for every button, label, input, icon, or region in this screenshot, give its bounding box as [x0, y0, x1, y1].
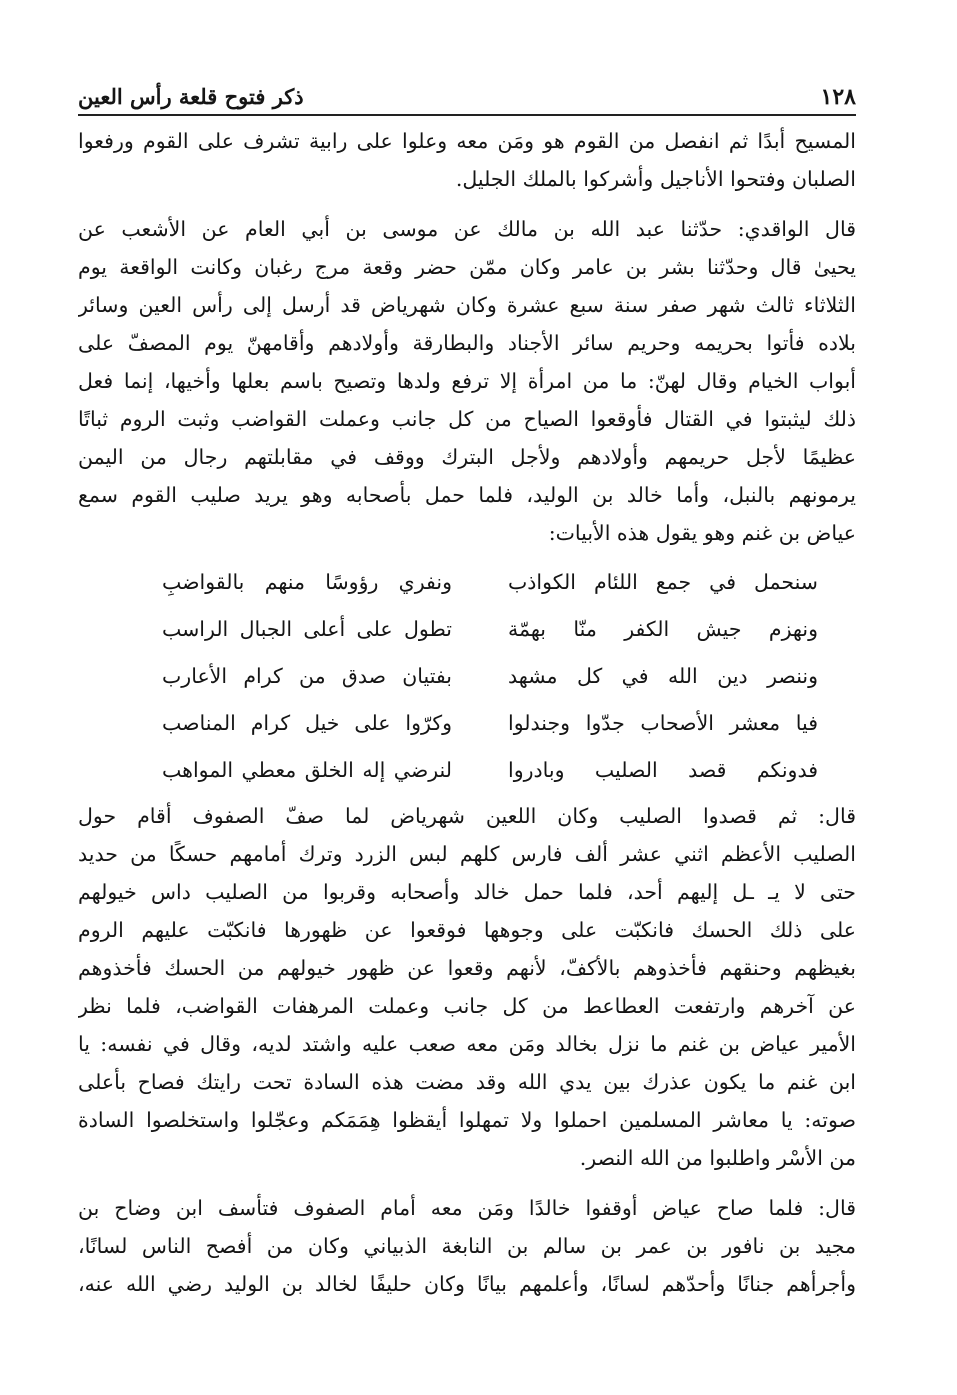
- text-line: قال: فلما صاح عياض أوقفوا خالدًا ومَن معه أمام الصفوف فتأسف ابن وضاح بن: [78, 1196, 856, 1220]
- text-line: أبواب الخيام وقال لهنّ: ما من امرأة إلا ترفع ولدها وتصيح باسم بعلها وأخيها، إنما فعل: [78, 369, 856, 393]
- paragraph-gap: [78, 1177, 856, 1189]
- verse-second-hemistich: ونفري رؤوسًا منهم بالقواضبِ: [162, 569, 452, 594]
- text-line: بغيظهم وحنقهم فأخذوهم بالأكفّ، لأنهم وقعوا عن ظهور خيولهم من الحسك فأخذوهم: [78, 956, 856, 980]
- verse-first-hemistich: وننصر دين الله في كل مشهد: [508, 663, 818, 688]
- text-line: على ذلك الحسك فانكبّت على وجوهها فوقعوا عن ظهورها فانكبّت عليهم الروم: [78, 918, 856, 942]
- page-body: [78, 122, 856, 1303]
- paragraph: [78, 210, 856, 552]
- verse-second-hemistich: لنرضي إله الخلق معطي المواهب: [162, 757, 452, 782]
- verse-first-hemistich: ونهزم جيش الكفر منّا بهمّة: [508, 616, 818, 641]
- text-line: عظيمًا لأجل حريمهم وأولادهم ولأجل البترك ووقف في مقابلتهم رجال من اليمن: [78, 445, 856, 469]
- text-line: يرمونهم بالنبل، وأما خالد بن الوليد، فلما حمل بأصحابه وهو يريد صليب القوم سمع: [78, 483, 856, 507]
- text-line: الصلبان وفتحوا الأناجيل وأشركوا بالملك الجليل.: [455, 167, 856, 191]
- poem-verse: [78, 699, 856, 746]
- text-line: عن آخرهم وارتفعت العطاعط من كل جانب وعملت المرهفات القواضب، فلما نظر: [78, 994, 856, 1018]
- text-line: المسيح أبدًا ثم انفصل من القوم هو ومَن معه وعلوا على رابية تشرف على القوم ورفعوا: [78, 129, 856, 153]
- text-line: صوته: يا معاشر المسلمين احملوا ولا تمهلوا أيقظوا هِمَمَكم وعجّلوا واستخلصوا السادة: [78, 1108, 856, 1132]
- text-line: من الأسْر واطلبوا من الله النصر.: [579, 1146, 856, 1170]
- text-line: قال: ثم قصدوا الصليب وكان اللعين شهرياض لما صفّ الصفوف أقام حول: [78, 804, 856, 828]
- text-line: ذلك ليثبتوا في القتال فأوقعوا الصياح من كل جانب وعملت القواضب وثبت الروم ثباتًا: [78, 407, 856, 431]
- paragraph: [78, 1189, 856, 1303]
- text-line: يحيىٰ قال وحدّثنا بشر بن عامر وكان ممّن حضر وقعة مرج رغبان وكانت الواقعة يوم: [78, 255, 856, 279]
- text-line: وأجرأهم جنانًا وأحدّهم لسانًا، وأعلمهم بيانًا وكان حليفًا لخالد بن الوليد رضي الله عنه،: [78, 1272, 856, 1296]
- text-line: بلاده فأتوا بحريمه وحريم سائر الأجناد والبطارقة وأولادهم وأقامهنّ يوم المصفّ على: [78, 331, 856, 355]
- text-line: عياض بن غنم وهو يقول هذه الأبيات:: [548, 521, 856, 545]
- verse-first-hemistich: فدونكم قصد الصليب وبادروا: [508, 757, 818, 782]
- running-title: ذكر فتوح قلعة رأس العين: [78, 84, 304, 109]
- text-line: الأمير عياض بن غنم ما نزل بخالد ومَن معه صعب عليه واشتد لديه، وقال في نفسه: يا: [78, 1032, 856, 1056]
- poem-verse: [78, 605, 856, 652]
- text-line: ابن غنم ما يكون عذرك بين يدي الله وقد مضت هذه السادة تحت رايتك فصاح بأعلى: [78, 1070, 856, 1094]
- poem-verse: [78, 746, 856, 793]
- header-divider: [78, 114, 856, 116]
- verse-second-hemistich: بفتيان صدق من كرام الأعارب: [162, 663, 452, 688]
- poem-verse: [78, 558, 856, 605]
- poem: [78, 558, 856, 793]
- verse-second-hemistich: تطول على أعلى الجبال الراسب: [162, 616, 452, 641]
- verse-second-hemistich: وكرّوا على خيل كرام المناصب: [162, 710, 452, 735]
- verse-first-hemistich: فيا معشر الأصحاب جدّوا وجندلوا: [508, 710, 818, 735]
- text-line: مجيد بن نافور بن عمر بن سالم بن النابغة الذبياني وكان من أفصح الناس لسانًا،: [78, 1234, 856, 1258]
- paragraph: [78, 122, 856, 198]
- text-line: قال الواقدي: حدّثنا عبد الله بن مالك عن موسى بن أبي العام عن الأشعب عن: [78, 217, 856, 241]
- paragraph-gap: [78, 198, 856, 210]
- paragraph: [78, 797, 856, 1177]
- poem-verse: [78, 652, 856, 699]
- text-line: الصليب الأعظم اثني عشر ألف فارس كلهم لبس الزرد وترك أمامهم حسكًا من حديد: [78, 842, 856, 866]
- verse-first-hemistich: سنحمل في جمع اللئام الكواذب: [508, 569, 818, 594]
- text-line: حتى لا يـ ـل إليهم أحد، فلما حمل خالد وأصحابه وقربوا من الصليب داس خيولهم: [78, 880, 856, 904]
- page-number: ١٢٨: [820, 84, 856, 110]
- text-line: الثلاثاء ثالث شهر صفر سنة سبع عشرة وكان شهرياض قد أرسل إلى رأس العين وسائر: [78, 293, 856, 317]
- page-header: [78, 78, 856, 112]
